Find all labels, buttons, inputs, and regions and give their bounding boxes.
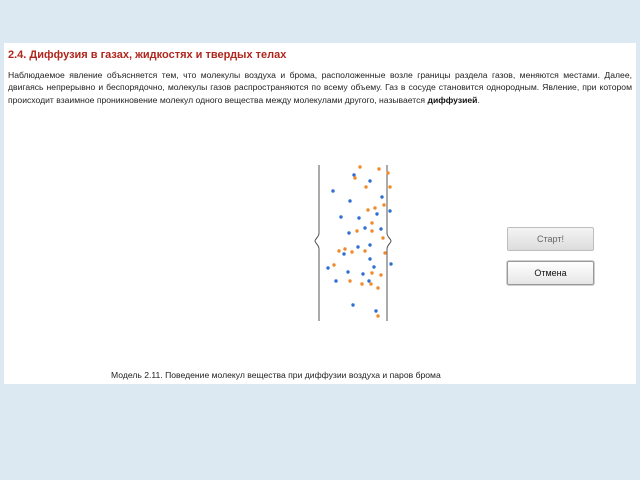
air-molecule [389,262,392,265]
paragraph-period: . [477,94,480,105]
air-molecule [375,212,378,215]
air-molecule [351,303,354,306]
bromine-molecule [369,282,372,285]
air-molecule [346,270,349,273]
bromine-molecule [373,206,376,209]
section-paragraph [8,69,632,106]
air-molecule [374,309,377,312]
air-molecule [361,272,364,275]
air-molecule [368,243,371,246]
air-molecule [326,266,329,269]
bromine-molecule [370,221,373,224]
start-button[interactable]: Старт! [507,227,594,251]
air-molecule [379,227,382,230]
bromine-molecule [383,251,386,254]
bromine-molecule [353,176,356,179]
bromine-molecule [355,229,358,232]
bromine-molecule [364,185,367,188]
air-molecule [368,257,371,260]
bromine-molecule [343,247,346,250]
content-page [4,43,636,384]
bromine-molecule [332,263,335,266]
bromine-molecule [366,208,369,211]
air-molecule [368,179,371,182]
bromine-molecule [377,167,380,170]
diffusion-vessel [310,161,394,325]
air-molecule [352,173,355,176]
cancel-button[interactable]: Отмена [507,261,594,285]
vessel-left-wall [315,165,319,321]
bromine-molecule [381,236,384,239]
bromine-molecule [358,165,361,168]
bromine-molecule [382,203,385,206]
paragraph-text: Наблюдаемое явление объясняется тем, что молекулы воздуха и брома, расположенные возле границы раздела газов, меняются местами. Далее, двигаясь непрерывно и беспорядочно, молекулы газов распространяются по всему объему. Газ в сосуде становится однородным. Явление, при котором происходит взаимное проникновение молекул одного вещества между молекулами другого, называется [8,70,632,105]
air-molecule [334,279,337,282]
air-molecule [356,245,359,248]
bromine-molecule [348,279,351,282]
air-molecule [363,226,366,229]
vessel-drawing [310,161,394,325]
air-molecule [372,265,375,268]
bromine-molecule [363,249,366,252]
air-molecule [331,189,334,192]
molecules-group [326,165,392,317]
bromine-molecule [376,286,379,289]
air-molecule [367,279,370,282]
air-molecule [388,209,391,212]
air-molecule [348,199,351,202]
air-molecule [339,215,342,218]
bromine-molecule [370,229,373,232]
figure-caption: Модель 2.11. Поведение молекул вещества при диффузии воздуха и паров брома [111,370,441,380]
bromine-molecule [376,314,379,317]
term-diffusion: диффузией [427,94,478,105]
bromine-molecule [379,273,382,276]
air-molecule [357,216,360,219]
bromine-molecule [370,271,373,274]
air-molecule [347,231,350,234]
section-title: 2.4. Диффузия в газах, жидкостях и твердых телах [8,49,287,61]
bromine-molecule [350,250,353,253]
air-molecule [380,195,383,198]
bromine-molecule [337,249,340,252]
bromine-molecule [386,171,389,174]
bromine-molecule [388,185,391,188]
air-molecule [342,252,345,255]
bromine-molecule [360,282,363,285]
